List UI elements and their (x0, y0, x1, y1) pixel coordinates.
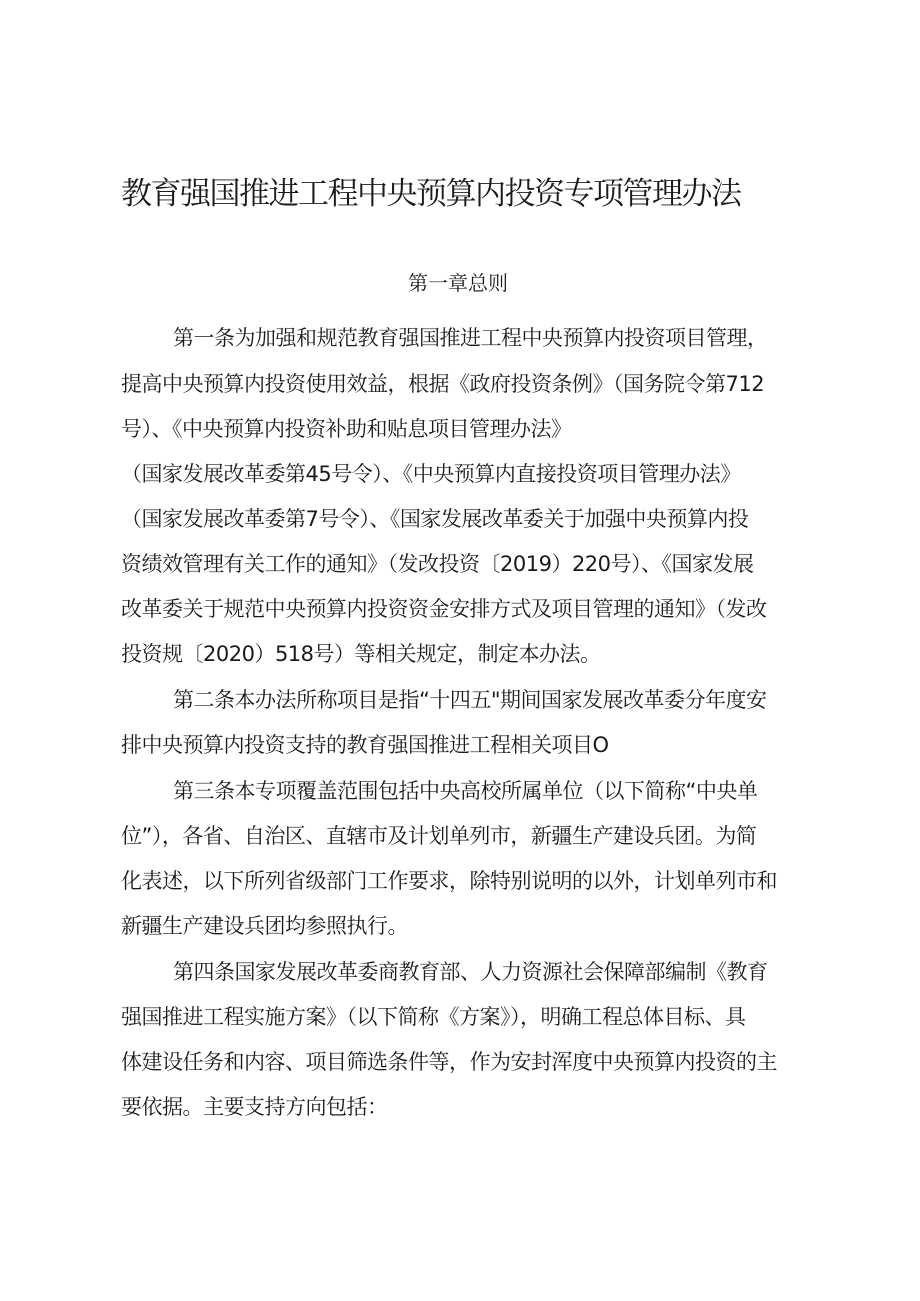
body-line: （国家发展改革委第7号令）、《国家发展改革委关于加强中央预算内投 (121, 507, 749, 531)
body-line: 第四条国家发展改革委商教育部、人力资源社会保障部编制《教育 (173, 960, 768, 984)
body-line: 改革委关于规范中央预算内投资资金安排方式及项目管理的通知》（发改 (121, 597, 767, 621)
body-line: 强国推进工程实施方案》（以下简称《方案》），明确工程总体目标、具 (121, 1005, 746, 1029)
chapter-heading: 第一章总则 (408, 271, 508, 295)
body-line: 第三条本专项覆盖范围包括中央高校所属单位（以下简称“中央单 (173, 779, 758, 803)
body-line: 排中央预算内投资支持的教育强国推进工程相关项目O (121, 733, 609, 757)
body-line: 第二条本办法所称项目是指“十四五"期间国家发展改革委分年度安 (173, 688, 767, 712)
body-line: 投资规〔2020）518号）等相关规定，制定本办法。 (121, 642, 601, 666)
body-line: 要依据。主要支持方向包括： (121, 1095, 388, 1119)
body-line: 体建设任务和内容、项目筛选条件等，作为安封浑度中央预算内投资的主 (121, 1050, 777, 1074)
body-line: 化表述，以下所列省级部门工作要求，除特别说明的以外，计划单列市和 (121, 869, 777, 893)
body-line: （国家发展改革委第45号令）、《中央预算内直接投资项目管理办法》 (121, 462, 741, 486)
body-line: 第一条为加强和规范教育强国推进工程中央预算内投资项目管理， (173, 326, 768, 350)
document-title: 教育强国推进工程中央预算内投资专项管理办法 (121, 176, 741, 212)
body-line: 号）、《中央预算内投资补助和贴息项目管理办法》 (121, 417, 572, 441)
body-line: 资绩效管理有关工作的通知》（发改投资〔2019）220号）、《国家发展 (121, 552, 754, 576)
body-line: 新疆生产建设兵团均参照执行。 (121, 914, 408, 938)
body-line: 位”），各省、自治区、直辖市及计划单列市，新疆生产建设兵团。为简 (121, 824, 757, 848)
body-line: 提高中央预算内投资使用效益，根据《政府投资条例》（国务院令第712 (121, 372, 765, 396)
